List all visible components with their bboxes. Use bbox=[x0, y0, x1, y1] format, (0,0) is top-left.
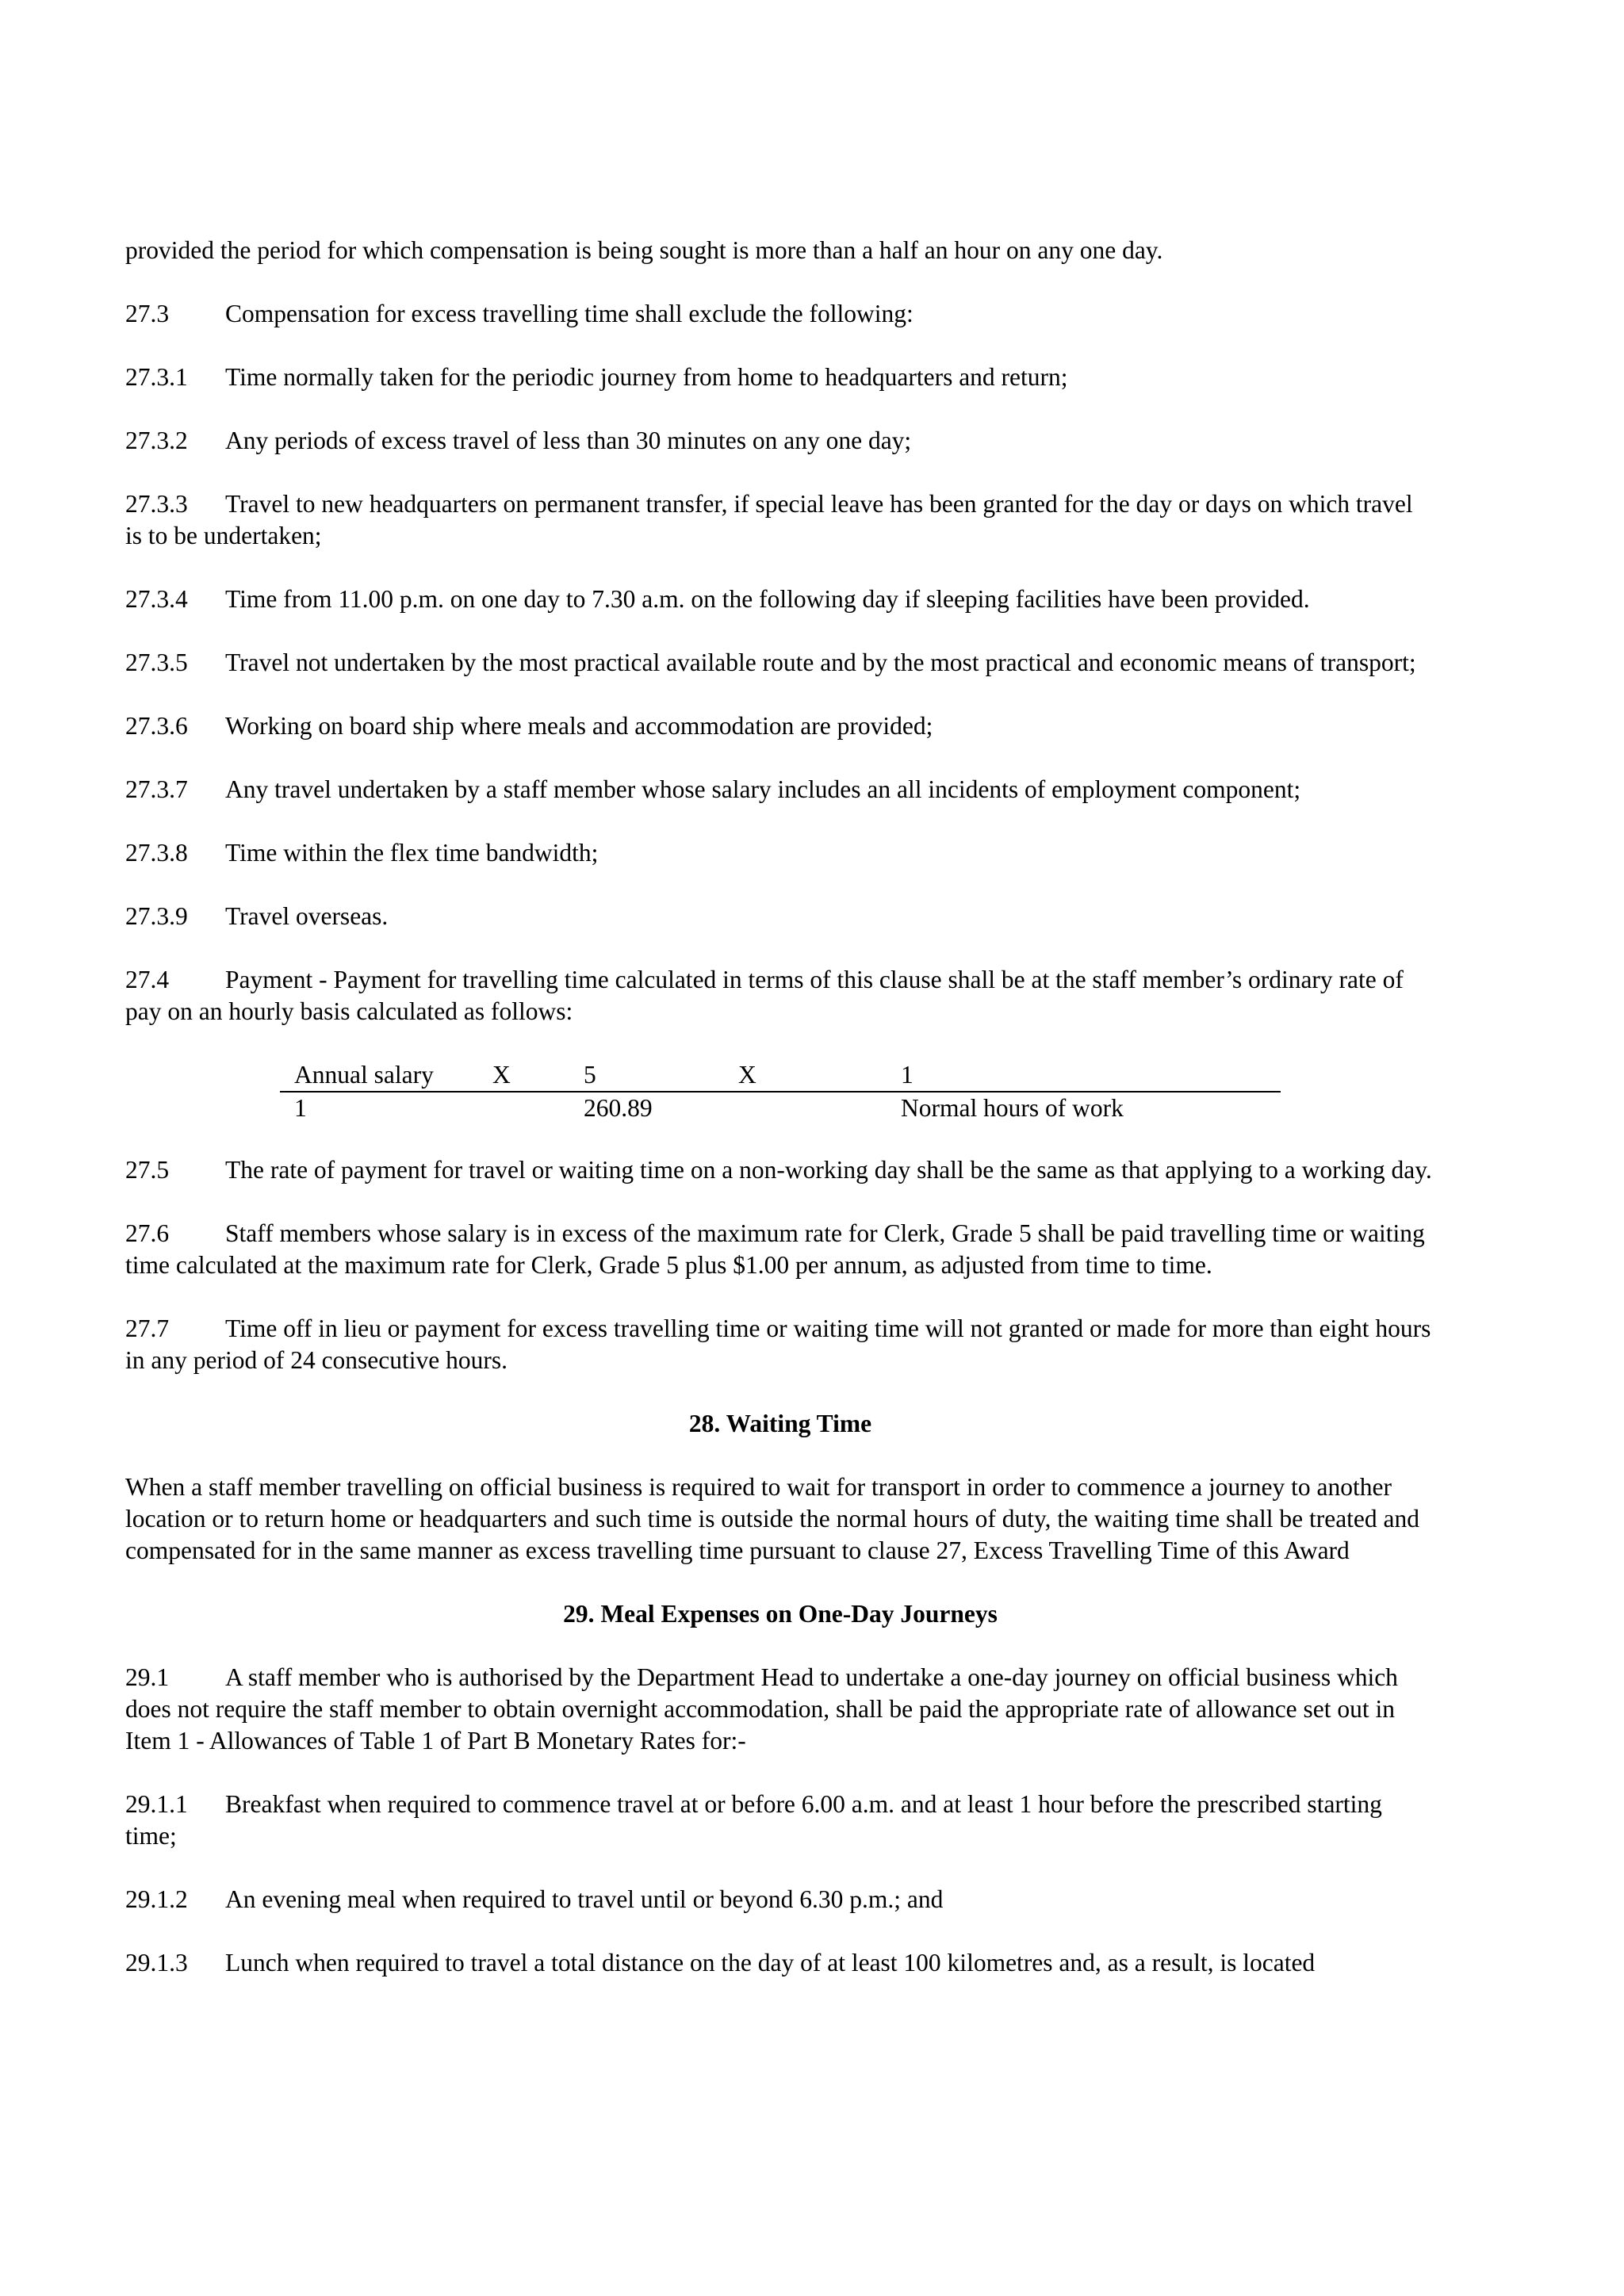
clause-text: Compensation for excess travelling time shall exclude the following: bbox=[225, 300, 914, 327]
formula-cell: 1 bbox=[901, 1061, 914, 1089]
clause-27-3-5 bbox=[125, 647, 1435, 679]
clause-27-3-1 bbox=[125, 362, 1435, 393]
section-28-paragraph: When a staff member travelling on official business is required to wait for transport in order to commence a journey to another location or to return home or headquarters and such time is outside the normal hours of duty, the waiting time shall be treated and compensated for in the same manner as excess travelling time pursuant to clause 27, Excess Travelling Time of this Award bbox=[125, 1473, 1420, 1564]
clause-text: Lunch when required to travel a total distance on the day of at least 100 kilometres and, as a result, is located bbox=[225, 1949, 1316, 1976]
clause-number: 29.1.1 bbox=[125, 1790, 188, 1818]
clause-text: The rate of payment for travel or waiting time on a non-working day shall be the same as that applying to a working day. bbox=[225, 1156, 1432, 1184]
clause-number: 27.3 bbox=[125, 300, 170, 327]
clause-number: 27.7 bbox=[125, 1314, 170, 1342]
clause-27-3-6 bbox=[125, 710, 1435, 742]
clause-text: Working on board ship where meals and accommodation are provided; bbox=[225, 712, 933, 740]
hourly-rate-formula bbox=[280, 1059, 1281, 1123]
clause-29-1 bbox=[125, 1662, 1435, 1757]
clause-number: 27.3.9 bbox=[125, 902, 188, 930]
formula-numerator-row bbox=[280, 1059, 1281, 1093]
clause-text: Time off in lieu or payment for excess travelling time or waiting time will not granted or made for more than eight hours in any period of 24 consecutive hours. bbox=[125, 1314, 1431, 1374]
clause-number: 27.4 bbox=[125, 966, 170, 993]
clause-text: Travel not undertaken by the most practical available route and by the most practical and economic means of transport; bbox=[225, 649, 1416, 676]
clause-number: 27.3.5 bbox=[125, 649, 188, 676]
formula-cell: Normal hours of work bbox=[901, 1094, 1124, 1122]
clause-text: A staff member who is authorised by the Department Head to undertake a one-day journey on official business which does not require the staff member to obtain overnight accommodation, shall be paid the appropriate rate of allowance set out in Item 1 - Allowances of Table 1 of Part B Monetary Rates for:- bbox=[125, 1663, 1398, 1755]
clause-text: Time from 11.00 p.m. on one day to 7.30 a.m. on the following day if sleeping facilities have been provided. bbox=[225, 585, 1310, 613]
clause-number: 27.6 bbox=[125, 1219, 170, 1247]
clause-29-1-1 bbox=[125, 1789, 1435, 1852]
clause-text: Payment - Payment for travelling time calculated in terms of this clause shall be at the staff member’s ordinary rate of pay on an hourly basis calculated as follows: bbox=[125, 966, 1404, 1025]
clause-27-3-2 bbox=[125, 425, 1435, 457]
section-29-heading: 29. Meal Expenses on One-Day Journeys bbox=[563, 1600, 998, 1628]
clause-text: Travel overseas. bbox=[225, 902, 389, 930]
formula-cell: 260.89 bbox=[584, 1094, 653, 1122]
clause-text: Travel to new headquarters on permanent transfer, if special leave has been granted for the day or days on which travel is to be undertaken; bbox=[125, 490, 1413, 549]
formula-denominator-row bbox=[280, 1093, 1281, 1124]
clause-number: 29.1.3 bbox=[125, 1949, 188, 1976]
clause-number: 27.3.8 bbox=[125, 839, 188, 867]
clause-text: Staff members whose salary is in excess of the maximum rate for Clerk, Grade 5 shall be paid travelling time or waiting time calculated at the maximum rate for Clerk, Grade 5 plus $1.00 per annum, as adjusted from time to time. bbox=[125, 1219, 1425, 1279]
clause-number: 27.5 bbox=[125, 1156, 170, 1184]
clause-27-3-4 bbox=[125, 584, 1435, 615]
clause-27-4 bbox=[125, 964, 1435, 1027]
formula-cell: 5 bbox=[584, 1061, 596, 1089]
intro-paragraph: provided the period for which compensation is being sought is more than a half an hour on any one day. bbox=[125, 236, 1163, 264]
clause-text: Any periods of excess travel of less than 30 minutes on any one day; bbox=[225, 427, 912, 454]
clause-27-3-9 bbox=[125, 901, 1435, 932]
clause-number: 27.3.1 bbox=[125, 363, 188, 391]
clause-29-1-2 bbox=[125, 1884, 1435, 1915]
clause-27-3-7 bbox=[125, 774, 1435, 806]
clause-number: 27.3.2 bbox=[125, 427, 188, 454]
clause-number: 29.1 bbox=[125, 1663, 170, 1691]
clause-text: An evening meal when required to travel until or beyond 6.30 p.m.; and bbox=[225, 1885, 944, 1913]
clause-text: Time within the flex time bandwidth; bbox=[225, 839, 599, 867]
clause-number: 29.1.2 bbox=[125, 1885, 188, 1913]
formula-cell: 1 bbox=[294, 1094, 307, 1122]
clause-text: Breakfast when required to commence travel at or before 6.00 a.m. and at least 1 hour before the prescribed starting time; bbox=[125, 1790, 1382, 1850]
document-page bbox=[125, 235, 1435, 2011]
clause-text: Any travel undertaken by a staff member whose salary includes an all incidents of employment component; bbox=[225, 775, 1301, 803]
clause-27-7 bbox=[125, 1313, 1435, 1376]
clause-number: 27.3.6 bbox=[125, 712, 188, 740]
clause-27-3-8 bbox=[125, 837, 1435, 869]
clause-27-3-3 bbox=[125, 488, 1435, 552]
section-28-heading: 28. Waiting Time bbox=[688, 1410, 872, 1437]
formula-cell: X bbox=[738, 1061, 756, 1089]
clause-27-3 bbox=[125, 298, 1435, 330]
clause-text: Time normally taken for the periodic journey from home to headquarters and return; bbox=[225, 363, 1068, 391]
clause-29-1-3 bbox=[125, 1947, 1435, 1979]
formula-cell: X bbox=[492, 1061, 511, 1089]
clause-number: 27.3.3 bbox=[125, 490, 188, 518]
clause-number: 27.3.4 bbox=[125, 585, 188, 613]
clause-27-5 bbox=[125, 1154, 1435, 1186]
formula-cell: Annual salary bbox=[294, 1061, 434, 1089]
clause-27-6 bbox=[125, 1218, 1435, 1281]
clause-number: 27.3.7 bbox=[125, 775, 188, 803]
